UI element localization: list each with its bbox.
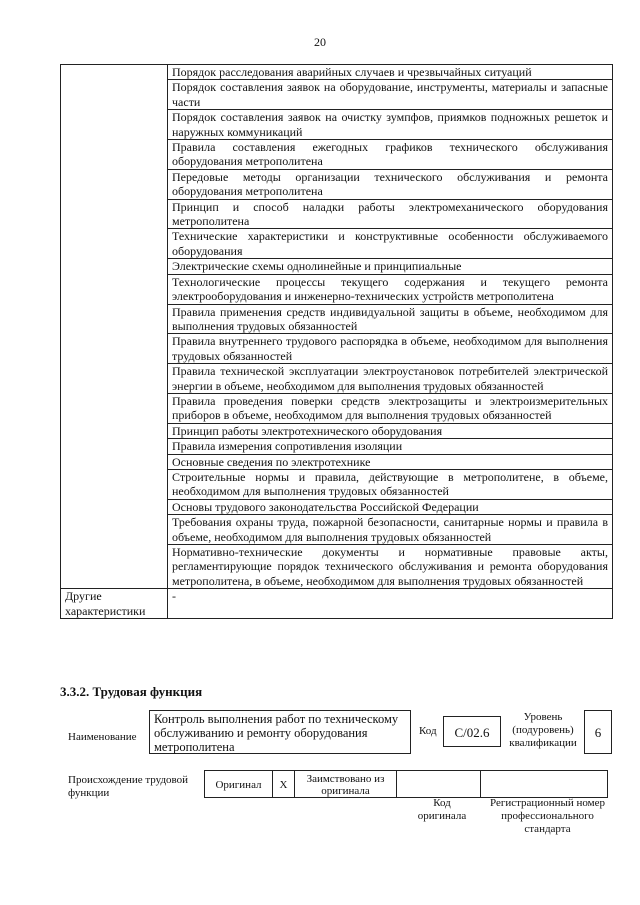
knowledge-item: Порядок составления заявок на оборудование, инструменты, материалы и запасные части xyxy=(168,80,613,110)
knowledge-item: Правила применения средств индивидуальной защиты в объеме, необходимом для выполнения трудовых обязанностей xyxy=(168,304,613,334)
name-label: Наименование xyxy=(68,731,137,743)
knowledge-item: Технологические процессы текущего содержания и текущего ремонта электрооборудования и инженерно-технических устройств метрополитена xyxy=(168,274,613,304)
knowledge-row xyxy=(61,65,613,80)
knowledge-item: Основы трудового законодательства Российской Федерации xyxy=(168,499,613,514)
knowledge-label-cell xyxy=(61,65,168,589)
knowledge-item: Передовые методы организации технического обслуживания и ремонта оборудования метрополитена xyxy=(168,169,613,199)
knowledge-item: Порядок расследования аварийных случаев и чрезвычайных ситуаций xyxy=(168,65,613,80)
knowledge-item: Правила составления ежегодных графиков технического обслуживания оборудования метрополитена xyxy=(168,140,613,170)
borrowed-label-cell: Заимствовано из оригинала xyxy=(294,770,397,798)
code-label: Код xyxy=(419,725,437,737)
reg-number-caption: Регистрационный номер профессионального стандарта xyxy=(489,797,606,835)
original-label-cell: Оригинал xyxy=(204,770,273,798)
origin-row xyxy=(205,770,608,798)
knowledge-item: Основные сведения по электротехнике xyxy=(168,454,613,469)
other-characteristics-row xyxy=(61,589,613,619)
original-code-cell xyxy=(396,770,481,798)
function-code-box: С/02.6 xyxy=(443,716,501,747)
section-title: 3.3.2. Трудовая функция xyxy=(60,684,203,699)
knowledge-table-body xyxy=(61,65,613,589)
knowledge-item: Электрические схемы однолинейные и принципиальные xyxy=(168,259,613,274)
page-number: 20 xyxy=(314,35,326,49)
knowledge-item: Требования охраны труда, пожарной безопасности, санитарные нормы и правила в объеме, необходимом для выполнения трудовых обязанностей xyxy=(168,515,613,545)
original-mark-cell: X xyxy=(272,770,295,798)
knowledge-item: Принцип и способ наладки работы электромеханического оборудования метрополитена xyxy=(168,199,613,229)
knowledge-item: Правила внутреннего трудового распорядка в объеме, необходимом для выполнения трудовых обязанностей xyxy=(168,334,613,364)
origin-label: Происхождение трудовой функции xyxy=(68,774,189,799)
code-original-caption: Код оригинала xyxy=(417,797,467,822)
level-box: 6 xyxy=(584,710,612,754)
other-characteristics-label: Другие характеристики xyxy=(61,589,168,619)
level-label: Уровень (подуровень) квалификации xyxy=(509,711,577,749)
reg-number-cell xyxy=(480,770,608,798)
knowledge-table xyxy=(60,64,613,619)
knowledge-item: Строительные нормы и правила, действующие в метрополитене, в объеме, необходимом для выполнения трудовых обязанностей xyxy=(168,469,613,499)
knowledge-item: Правила измерения сопротивления изоляции xyxy=(168,439,613,454)
knowledge-item: Технические характеристики и конструктивные особенности обслуживаемого оборудования xyxy=(168,229,613,259)
other-characteristics-value: - xyxy=(168,589,613,619)
knowledge-item: Порядок составления заявок на очистку зумпфов, приямков подножных решеток и наружных коммуникаций xyxy=(168,110,613,140)
function-name-box: Контроль выполнения работ по техническому обслуживанию и ремонту оборудования метрополитена xyxy=(149,710,411,754)
knowledge-item: Правила технической эксплуатации электроустановок потребителей электрической энергии в объеме, необходимом для выполнения трудовых обязанностей xyxy=(168,364,613,394)
knowledge-item: Принцип работы электротехнического оборудования xyxy=(168,423,613,438)
knowledge-item: Правила проведения поверки средств электрозащиты и электроизмерительных приборов в объеме, необходимом для выполнения трудовых обязанностей xyxy=(168,393,613,423)
knowledge-item: Нормативно-технические документы и нормативные правовые акты, регламентирующие порядок технического обслуживания и ремонта оборудования метрополитена, в объеме, необходимом для выполнения трудовых обязанностей xyxy=(168,545,613,589)
